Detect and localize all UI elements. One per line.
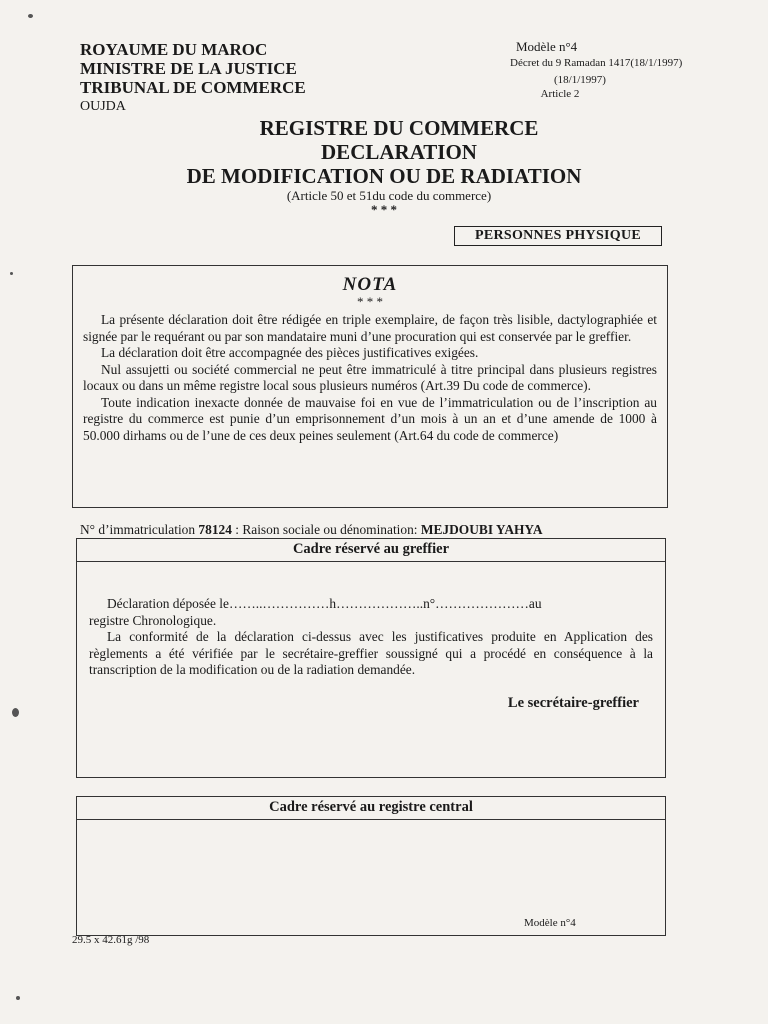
header-reference: [510, 40, 682, 101]
city-name: OUJDA: [80, 99, 126, 114]
person-type-label: PERSONNES PHYSIQUE: [454, 226, 662, 246]
clerk-box-title: Cadre réservé au greffier: [77, 539, 665, 562]
header-authority: [80, 40, 306, 116]
court-name: TRIBUNAL DE COMMERCE: [80, 78, 306, 97]
central-registry-box: [76, 796, 666, 936]
registration-number-label: N° d’immatriculation: [80, 522, 196, 537]
scan-speck: [10, 272, 13, 275]
decree-reference: Décret du 9 Ramadan 1417(18/1/1997): [510, 57, 683, 69]
nota-paragraph: Nul assujetti ou société commercial ne peut être immatriculé à titre principal dans plusieurs registres locaux ou dans un même registre local sous plusieurs numéros (Art.39 Du code de commerce).: [83, 361, 657, 393]
clerk-box: [76, 538, 666, 778]
clerk-box-body: [77, 562, 665, 679]
article-reference: Article 2: [540, 88, 580, 100]
company-name: MEJDOUBI YAHYA: [420, 522, 543, 537]
footer-model-number: Modèle n°4: [524, 917, 576, 929]
nota-paragraph: La déclaration doit être accompagnée des pièces justificatives exigées.: [101, 345, 479, 360]
deposit-registry-line: registre Chronologique.: [89, 612, 217, 628]
registration-line: [80, 522, 543, 538]
document-titles: [0, 116, 768, 216]
model-number: Modèle n°4: [516, 39, 578, 54]
central-registry-title: Cadre réservé au registre central: [77, 797, 665, 820]
scan-speck: [16, 996, 20, 1000]
nota-paragraph: La présente déclaration doit être rédigée en triple exemplaire, de façon très lisible, dactylographiée et signée par le requérant ou par son mandataire muni d’une procuration qui est conservée par le greffier.: [83, 312, 657, 344]
ministry-name: MINISTRE DE LA JUSTICE: [80, 59, 297, 78]
conformity-text: La conformité de la déclaration ci-dessus avec les justificatives produite en Application des règlements a été vérifiée par le secrétaire-greffier soussigné qui a procédé en conséquence à la transcription de la modification ou de la radiation demandée.: [89, 629, 653, 677]
decree-date: (18/1/1997): [554, 74, 606, 86]
registration-number: 78124: [198, 522, 232, 537]
title-stars: * * *: [371, 202, 397, 217]
nota-paragraph: Toute indication inexacte donnée de mauvaise foi en vue de l’immatriculation ou de l’inscription au registre du commerce est punie d’un emprisonnement d’un mois à un an et d’une amende de 1000 à 50.000 dirhams ou de l’une de ces deux peines seulement (Art.64 du code de commerce): [83, 394, 657, 443]
nota-stars: * * *: [357, 294, 383, 309]
title-declaration: DECLARATION: [321, 140, 477, 164]
clerk-signature-label: Le secrétaire-greffier: [507, 695, 639, 711]
scan-speck: [12, 708, 19, 717]
nota-title: NOTA: [342, 274, 398, 295]
nota-box: [72, 265, 668, 508]
title-modification: DE MODIFICATION OU DE RADIATION: [186, 164, 582, 188]
country-name: ROYAUME DU MAROC: [80, 40, 268, 59]
nota-body: [73, 308, 667, 444]
scan-speck: [28, 14, 33, 18]
title-article-reference: (Article 50 et 51du code du commerce): [286, 188, 492, 203]
deposit-line: Déclaration déposée le……..……………h………………..n°…………………au: [107, 596, 542, 611]
footer-paper-size: 29.5 x 42.61g /98: [72, 934, 150, 946]
title-registry: REGISTRE DU COMMERCE: [259, 116, 539, 140]
company-name-label: : Raison sociale ou dénomination:: [235, 522, 418, 537]
